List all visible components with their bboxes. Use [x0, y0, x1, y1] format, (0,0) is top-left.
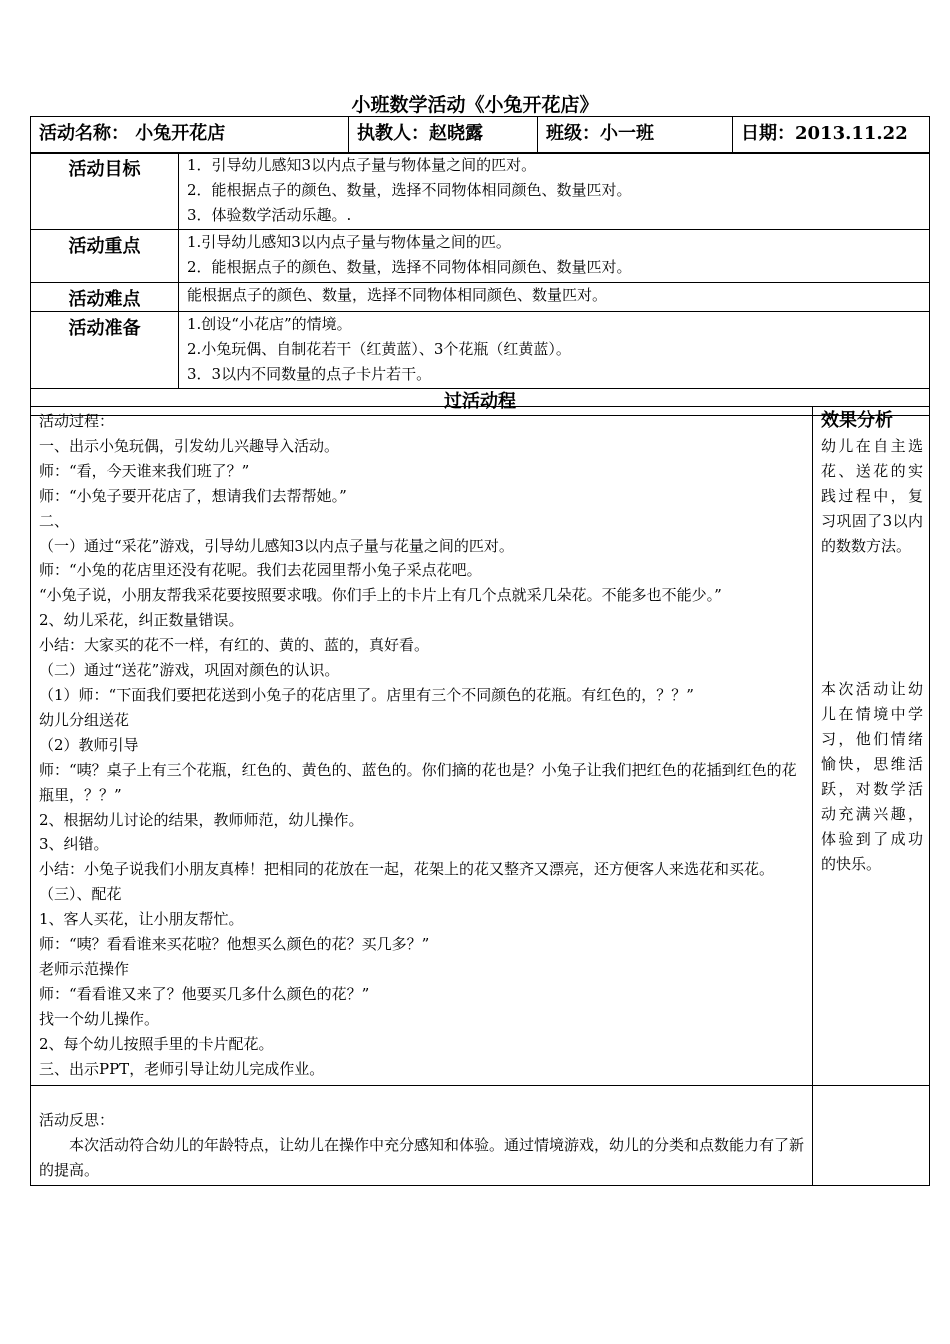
process-line: 二、 — [39, 511, 70, 530]
goal-line: 2．能根据点子的颜色、数量，选择不同物体相同颜色、数量匹对。 — [187, 181, 632, 199]
process-content — [31, 407, 813, 1086]
preparation-line: 3．3以内不同数量的点子卡片若干。 — [187, 365, 432, 383]
reflection-side-cell — [813, 1086, 930, 1186]
process-line: 师：“小兔的花店里还没有花呢。我们去花园里帮小兔子采点花吧。 — [39, 561, 482, 580]
process-line: 3、纠错。 — [39, 835, 109, 854]
preparation-line: 2.小兔玩偶、自制花若干（红黄蓝）、3个花瓶（红黄蓝）。 — [187, 340, 571, 358]
header-table — [30, 116, 930, 154]
goal-line: 3．体验数学活动乐趣。. — [187, 206, 352, 224]
analysis-note: 本次活动让幼儿在情境中学习，他们情绪愉快，思维活跃，对数学活动充满兴趣，体验到了成功的快乐。 — [821, 680, 923, 873]
process-line: 师：“小兔子要开花店了，想请我们去帮帮她。” — [39, 486, 347, 505]
teacher-cell: 执教人：赵晓露 — [349, 117, 538, 154]
date-cell: 日期：2013.11.22 — [733, 117, 930, 154]
activity-name-cell: 活动名称： 小兔开花店 — [31, 117, 349, 154]
process-line: 师：“咦？看看谁来买花啦？他想买么颜色的花？买几多？” — [39, 935, 430, 954]
analysis-column — [813, 407, 930, 1086]
process-line: 师：“咦？桌子上有三个花瓶，红色的、黄色的、蓝色的。你们摘的花也是？小兔子让我们把红色的花插到红色的花瓶里，？？” — [39, 760, 797, 804]
process-heading: 过活动程 — [31, 389, 930, 416]
focus-label: 活动重点 — [31, 230, 179, 283]
goals-label: 活动目标 — [31, 153, 179, 230]
difficulty-content — [179, 283, 930, 312]
focus-line: 2．能根据点子的颜色、数量，选择不同物体相同颜色、数量匹对。 — [187, 258, 632, 276]
class-cell: 班级：小一班 — [538, 117, 733, 154]
process-line: 2、根据幼儿讨论的结果，教师师范，幼儿操作。 — [39, 810, 364, 829]
reflection-content — [31, 1086, 813, 1186]
process-line: （二）通过“送花”游戏，巩固对颜色的认识。 — [39, 661, 340, 680]
preparation-label: 活动准备 — [31, 312, 179, 389]
reflection-text: 本次活动符合幼儿的年龄特点，让幼儿在操作中充分感知和体验。通过情境游戏，幼儿的分类和点数能力有了新的提高。 — [39, 1136, 805, 1180]
goal-line: 1．引导幼儿感知3以内点子量与物体量之间的匹对。 — [187, 156, 537, 174]
analysis-heading: 效果分析 — [821, 410, 893, 431]
process-line: 找一个幼儿操作。 — [39, 1009, 160, 1028]
process-line: 一、出示小兔玩偶，引发幼儿兴趣导入活动。 — [39, 436, 340, 455]
analysis-note: 幼儿在自主选花、送花的实践过程中，复习巩固了3以内的数数方法。 — [821, 436, 923, 555]
process-line: 活动过程： — [39, 412, 115, 430]
process-line: 2、每个幼儿按照手里的卡片配花。 — [39, 1034, 274, 1053]
reflection-label: 活动反思： — [39, 1111, 115, 1130]
process-line: 老师示范操作 — [39, 959, 130, 978]
process-line: 小结：小兔子说我们小朋友真棒！把相同的花放在一起，花架上的花又整齐又漂亮，还方便客人来选花和买花。 — [39, 860, 775, 879]
focus-line: 1.引导幼儿感知3以内点子量与物体量之间的匹。 — [187, 233, 511, 251]
process-line: “小兔子说，小朋友帮我采花要按照要求哦。你们手上的卡片上有几个点就采几朵花。不能多也不能少。” — [39, 586, 722, 605]
preparation-line: 1.创设“小花店”的情境。 — [187, 315, 352, 333]
process-line: 师：“看，今天谁来我们班了？” — [39, 461, 250, 480]
process-line: 师：“看看谁又来了？他要买几多什么颜色的花？” — [39, 984, 370, 1003]
info-table — [30, 152, 930, 416]
process-line: 小结：大家买的花不一样，有红的、黄的、蓝的，真好看。 — [39, 636, 430, 655]
document-title: 小班数学活动《小兔开花店》 — [351, 94, 599, 116]
process-line: （2）教师引导 — [39, 735, 139, 754]
focus-content — [179, 230, 930, 283]
goals-content — [179, 153, 930, 230]
process-line: （1）师：“下面我们要把花送到小兔子的花店里了。店里有三个不同颜色的花瓶。有红色的，？？” — [39, 685, 694, 704]
process-table — [30, 406, 930, 1186]
difficulty-line: 能根据点子的颜色、数量，选择不同物体相同颜色、数量匹对。 — [187, 286, 608, 304]
process-line: （一）通过“采花”游戏，引导幼儿感知3以内点子量与花量之间的匹对。 — [39, 536, 514, 555]
process-line: 2、幼儿采花，纠正数量错误。 — [39, 611, 244, 630]
process-line: 幼儿分组送花 — [39, 710, 130, 729]
process-line: 1、客人买花，让小朋友帮忙。 — [39, 910, 244, 929]
preparation-content — [179, 312, 930, 389]
difficulty-label: 活动难点 — [31, 283, 179, 312]
process-line: 三、出示PPT，老师引导让幼儿完成作业。 — [39, 1059, 325, 1078]
process-line: （三）、配花 — [39, 885, 122, 904]
